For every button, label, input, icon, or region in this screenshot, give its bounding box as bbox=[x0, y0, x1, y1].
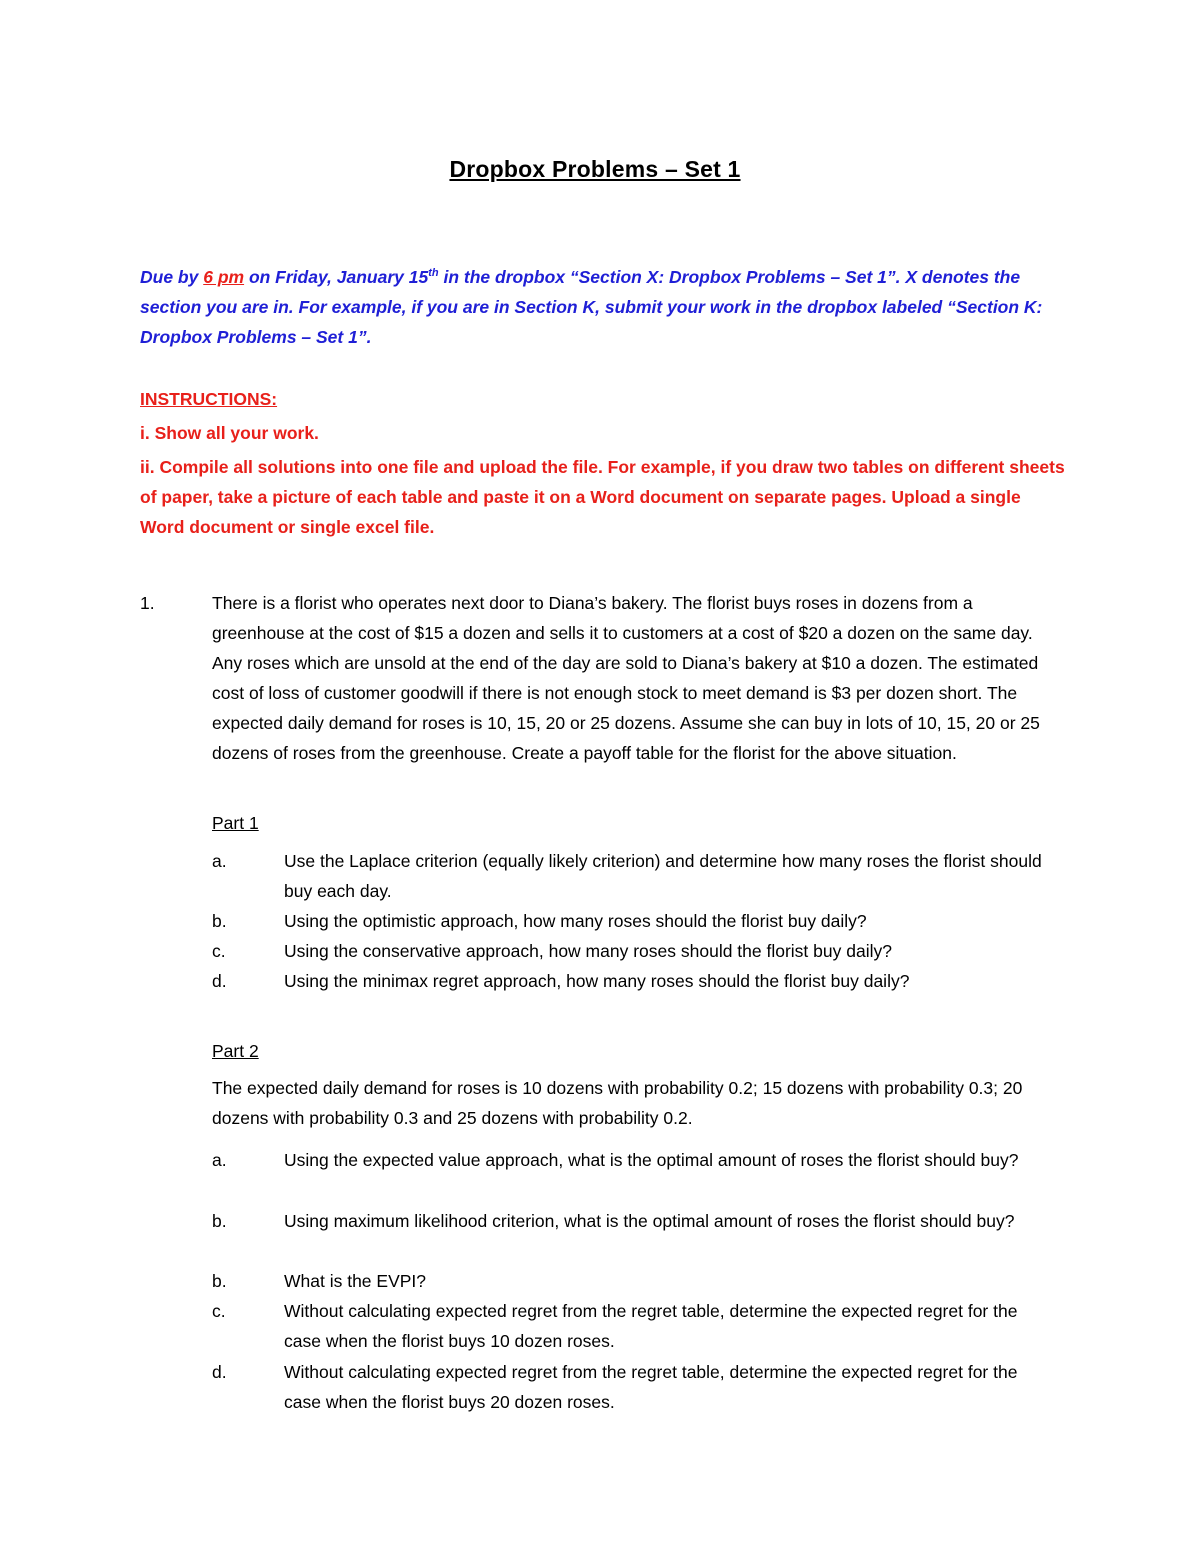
item-text: What is the EVPI? bbox=[284, 1271, 427, 1291]
due-middle: on Friday, January 15 bbox=[244, 267, 429, 287]
instruction-item: i. Show all your work. bbox=[140, 423, 319, 443]
question-text: There is a florist who operates next door to Diana’s bakery. The florist buys roses in dozens from a greenhouse at the cost of $15 a dozen and sells it to customers at a cost of $20 a dozen on the same day. Any roses which are unsold at the end of the day are sold to Diana’s bakery at $10 a dozen. The estimated cost of loss of customer goodwill if there is not enough stock to meet demand is $3 per dozen short. The expected daily demand for roses is 10, 15, 20 or 25 dozens. Assume she can buy in lots of 10, 15, 20 or 25 dozens of roses from the greenhouse. Create a payoff table for the florist for the above situation. bbox=[212, 593, 1040, 763]
due-notice bbox=[140, 262, 1065, 352]
due-time: 6 pm bbox=[203, 267, 245, 287]
item-text: Using maximum likelihood criterion, what is the optimal amount of roses the florist should buy? bbox=[284, 1211, 1015, 1231]
item-label: b. bbox=[212, 1211, 227, 1231]
item-text: Using the minimax regret approach, how many roses should the florist buy daily? bbox=[284, 971, 910, 991]
question-number: 1. bbox=[140, 593, 155, 613]
due-rest: in the dropbox “Section X: Dropbox Problems – Set 1”. X denotes the section you are in. For example, if you are in Section K, submit your work in the dropbox labeled “Section K: Dropbox Problems – Set 1”. bbox=[140, 267, 1043, 347]
item-label: d. bbox=[212, 1362, 227, 1382]
instructions-block bbox=[140, 384, 1065, 546]
part-2-heading: Part 2 bbox=[212, 1041, 259, 1061]
item-text: Without calculating expected regret from the regret table, determine the expected regret for the case when the florist buys 10 dozen roses. bbox=[284, 1301, 1018, 1351]
item-label: a. bbox=[212, 851, 227, 871]
item-label: c. bbox=[212, 941, 226, 961]
item-label: a. bbox=[212, 1150, 227, 1170]
item-label: d. bbox=[212, 971, 227, 991]
item-text: Using the expected value approach, what is the optimal amount of roses the florist should buy? bbox=[284, 1150, 1019, 1170]
instruction-item: ii. Compile all solutions into one file and upload the file. For example, if you draw two tables on different sheets of paper, take a picture of each table and paste it on a Word document on separate pages. Upload a single Word document or single excel file. bbox=[140, 457, 1065, 537]
due-superscript: th bbox=[428, 267, 439, 280]
item-text: Use the Laplace criterion (equally likely criterion) and determine how many roses the florist should buy each day. bbox=[284, 851, 1042, 901]
item-label: b. bbox=[212, 911, 227, 931]
item-label: c. bbox=[212, 1301, 226, 1321]
item-text: Using the conservative approach, how many roses should the florist buy daily? bbox=[284, 941, 892, 961]
due-prefix: Due by bbox=[140, 267, 204, 287]
part-2-intro: The expected daily demand for roses is 10 dozens with probability 0.2; 15 dozens with probability 0.3; 20 dozens with probability 0.3 and 25 dozens with probability 0.2. bbox=[212, 1078, 1023, 1128]
item-text: Without calculating expected regret from the regret table, determine the expected regret for the case when the florist buys 20 dozen roses. bbox=[284, 1362, 1018, 1412]
item-text: Using the optimistic approach, how many roses should the florist buy daily? bbox=[284, 911, 867, 931]
document-title: Dropbox Problems – Set 1 bbox=[449, 156, 741, 182]
instructions-heading: INSTRUCTIONS: bbox=[140, 389, 278, 409]
part-1-heading: Part 1 bbox=[212, 813, 259, 833]
item-label: b. bbox=[212, 1271, 227, 1291]
